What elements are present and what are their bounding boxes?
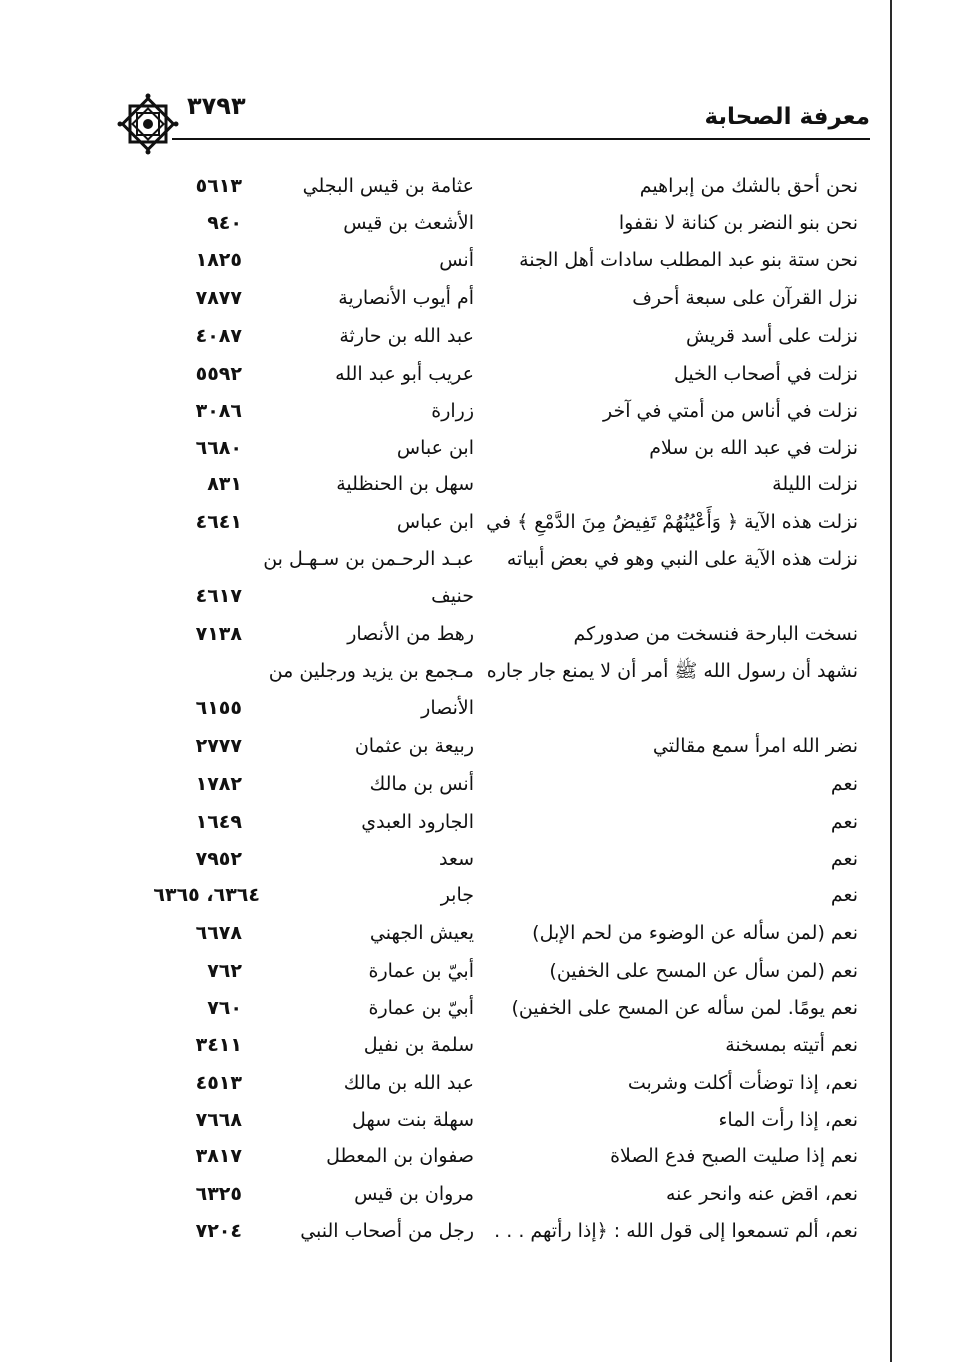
narrator-name: أبيّ بن عمارة [368,997,474,1019]
index-row [0,653,960,689]
index-row [0,356,960,392]
hadith-text: نشهد أن رسول الله ﷺ أمر أن لا يمنع جار جاره [486,660,858,682]
entry-number: ٧٢٠٤ [195,1220,242,1242]
hadith-text: نعم (لمن سأل عن المسح على الخفين) [549,960,858,982]
index-row [0,578,960,614]
index-row [0,280,960,316]
hadith-text: نعم أتيته بمسخنة [725,1034,858,1056]
index-row [0,990,960,1026]
index-row [0,841,960,877]
header-rule [172,138,870,140]
index-row [0,804,960,840]
narrator-name: الأشعث بن قيس [343,212,474,234]
narrator-name: الجارود العبدي [361,811,474,833]
narrator-name: عبـد الرحـمن بن سـهـل بن [263,548,474,570]
hadith-text: نعم، إذا رأت الماء [718,1109,858,1131]
entry-number: ٦٦٧٨ [195,922,242,944]
page-header [112,88,870,168]
narrator-name: سهل بن الحنظلية [336,473,474,495]
hadith-text: نعم، اقض عنه وانحر عنه [665,1183,858,1205]
entry-number: ١٨٢٥ [195,249,242,271]
narrator-name: أنس بن مالك [369,773,474,795]
hadith-text: نعم [830,848,858,870]
narrator-name: عريب أبو عبد الله [335,363,474,385]
entry-number: ٧٩٥٢ [195,848,242,870]
hadith-text: نعم إذا صليت الصبح فدع الصلاة [610,1145,858,1167]
entry-number: ٤٥١٣ [195,1072,242,1094]
index-row [0,504,960,540]
index-row [0,1027,960,1063]
hadith-text: نحن ستة بنو عبد المطلب سادات أهل الجنة [519,249,858,271]
narrator-name: صفوان بن المعطل [326,1145,474,1167]
index-row [0,728,960,764]
hadith-text: نعم (لمن سأله عن الوضوء من لحم الإبل) [532,922,858,944]
index-row [0,430,960,466]
entry-number: ٤٦١٧ [195,585,242,607]
entry-number: ١٧٨٢ [195,773,242,795]
hadith-text: نضر الله امرأ سمع مقالتي [652,735,858,757]
index-row [0,915,960,951]
book-title: معرفة الصحابة [704,104,870,130]
entry-number: ٧٦٠ [207,997,242,1019]
narrator-name: عبد الله بن حارثة [339,325,474,347]
entry-number: ١٦٤٩ [195,811,242,833]
entry-number: ٦٣٢٥ [195,1183,242,1205]
narrator-name: ربيعة بن عثمان [354,735,474,757]
entry-number: ٦٣٦٤، ٦٣٦٥ [153,884,260,906]
narrator-name: عبد الله بن مالك [343,1072,474,1094]
entry-number: ٧٦٦٨ [195,1109,242,1131]
index-row [0,466,960,502]
entry-number: ٤٠٨٧ [195,325,242,347]
page-number: ٣٧٩٣ [187,92,246,120]
narrator-name: ابن عباس [396,437,474,459]
entry-number: ٦٦٨٠ [195,437,242,459]
entry-number: ٩٤٠ [207,212,242,234]
hadith-text: نزلت في أصحاب الخيل [673,363,858,385]
hadith-text: نزل القرآن على سبعة أحرف [632,287,858,309]
hadith-text: نحن أحق بالشك من إبراهيم [639,175,858,197]
hadith-text: نزلت الليلة [772,473,858,495]
narrator-name: أنس [439,249,474,271]
index-row [0,953,960,989]
entry-number: ٧١٣٨ [195,623,242,645]
narrator-name: رجل من أصحاب النبي [300,1220,474,1242]
narrator-name: مـجمع بن يزيد ورجلين من [268,660,474,682]
entry-number: ٣٨١٧ [195,1145,242,1167]
hadith-text: نزلت هذه الآية على النبي وهو في بعض أبياته [506,548,858,570]
entry-number: ٦١٥٥ [195,697,242,719]
index-row [0,318,960,354]
index-row [0,1213,960,1249]
index-row [0,1176,960,1212]
index-row [0,877,960,913]
entry-number: ٣٠٨٦ [195,400,242,422]
index-row [0,393,960,429]
entry-number: ٥٦١٣ [195,175,242,197]
hadith-text: نزلت في أناس من أمتي في آخر [602,400,858,422]
narrator-name: أبيّ بن عمارة [368,960,474,982]
index-row [0,168,960,204]
narrator-name: سلمة بن نفيل [363,1034,474,1056]
index-row [0,1102,960,1138]
entry-number: ٣٤١١ [195,1034,242,1056]
narrator-name: زرارة [431,400,474,422]
narrator-name: عثامة بن قيس البجلي [302,175,474,197]
index-row [0,766,960,802]
narrator-name: مروان بن قيس [354,1183,474,1205]
hadith-text: نسخت البارحة فنسخت من صدوركم [573,623,858,645]
hadith-text: نعم، إذا توضأت أكلت وشربت [627,1072,858,1094]
narrator-name: رهط من الأنصار [347,623,474,645]
hadith-text: نزلت هذه الآية ﴿ وَأَعْيُنُهُمْ تَفِيضُ مِنَ الدَّمْعِ ﴾ في [486,511,858,533]
hadith-text: نحن بنو النضر بن كنانة لا نقفوا [618,212,858,234]
octagonal-star-ornament-icon [116,92,180,156]
entry-number: ٧٨٧٧ [195,287,242,309]
hadith-text: نعم [830,884,858,906]
narrator-name: جابر [440,884,474,906]
entry-number: ٤٦٤١ [195,511,242,533]
hadith-text: نعم، ألم تسمعوا إلى قول الله : ﴿إذا رأتهم . . . [494,1220,858,1242]
hadith-text: نعم يومًا. لمن سأله عن المسح على الخفين) [511,997,858,1019]
entry-number: ٥٥٩٢ [195,363,242,385]
narrator-name: يعيش الجهني [369,922,474,944]
narrator-name: حنيف [431,585,474,607]
index-row [0,1065,960,1101]
hadith-text: نعم [830,773,858,795]
entry-number: ٨٣١ [207,473,242,495]
index-row [0,541,960,577]
narrator-name: سهلة بنت سهل [352,1109,474,1131]
narrator-name: الأنصار [421,697,474,719]
hadith-text: نعم [830,811,858,833]
narrator-name: سعد [438,848,474,870]
entry-number: ٧٦٢ [207,960,242,982]
entry-number: ٢٧٧٧ [195,735,242,757]
index-row [0,690,960,726]
hadith-text: نزلت على أسد قريش [685,325,858,347]
index-row [0,1138,960,1174]
narrator-name: أم أيوب الأنصارية [338,287,474,309]
narrator-name: ابن عباس [396,511,474,533]
index-row [0,616,960,652]
index-row [0,205,960,241]
index-row [0,242,960,278]
hadith-text: نزلت في عبد الله بن سلام [649,437,858,459]
